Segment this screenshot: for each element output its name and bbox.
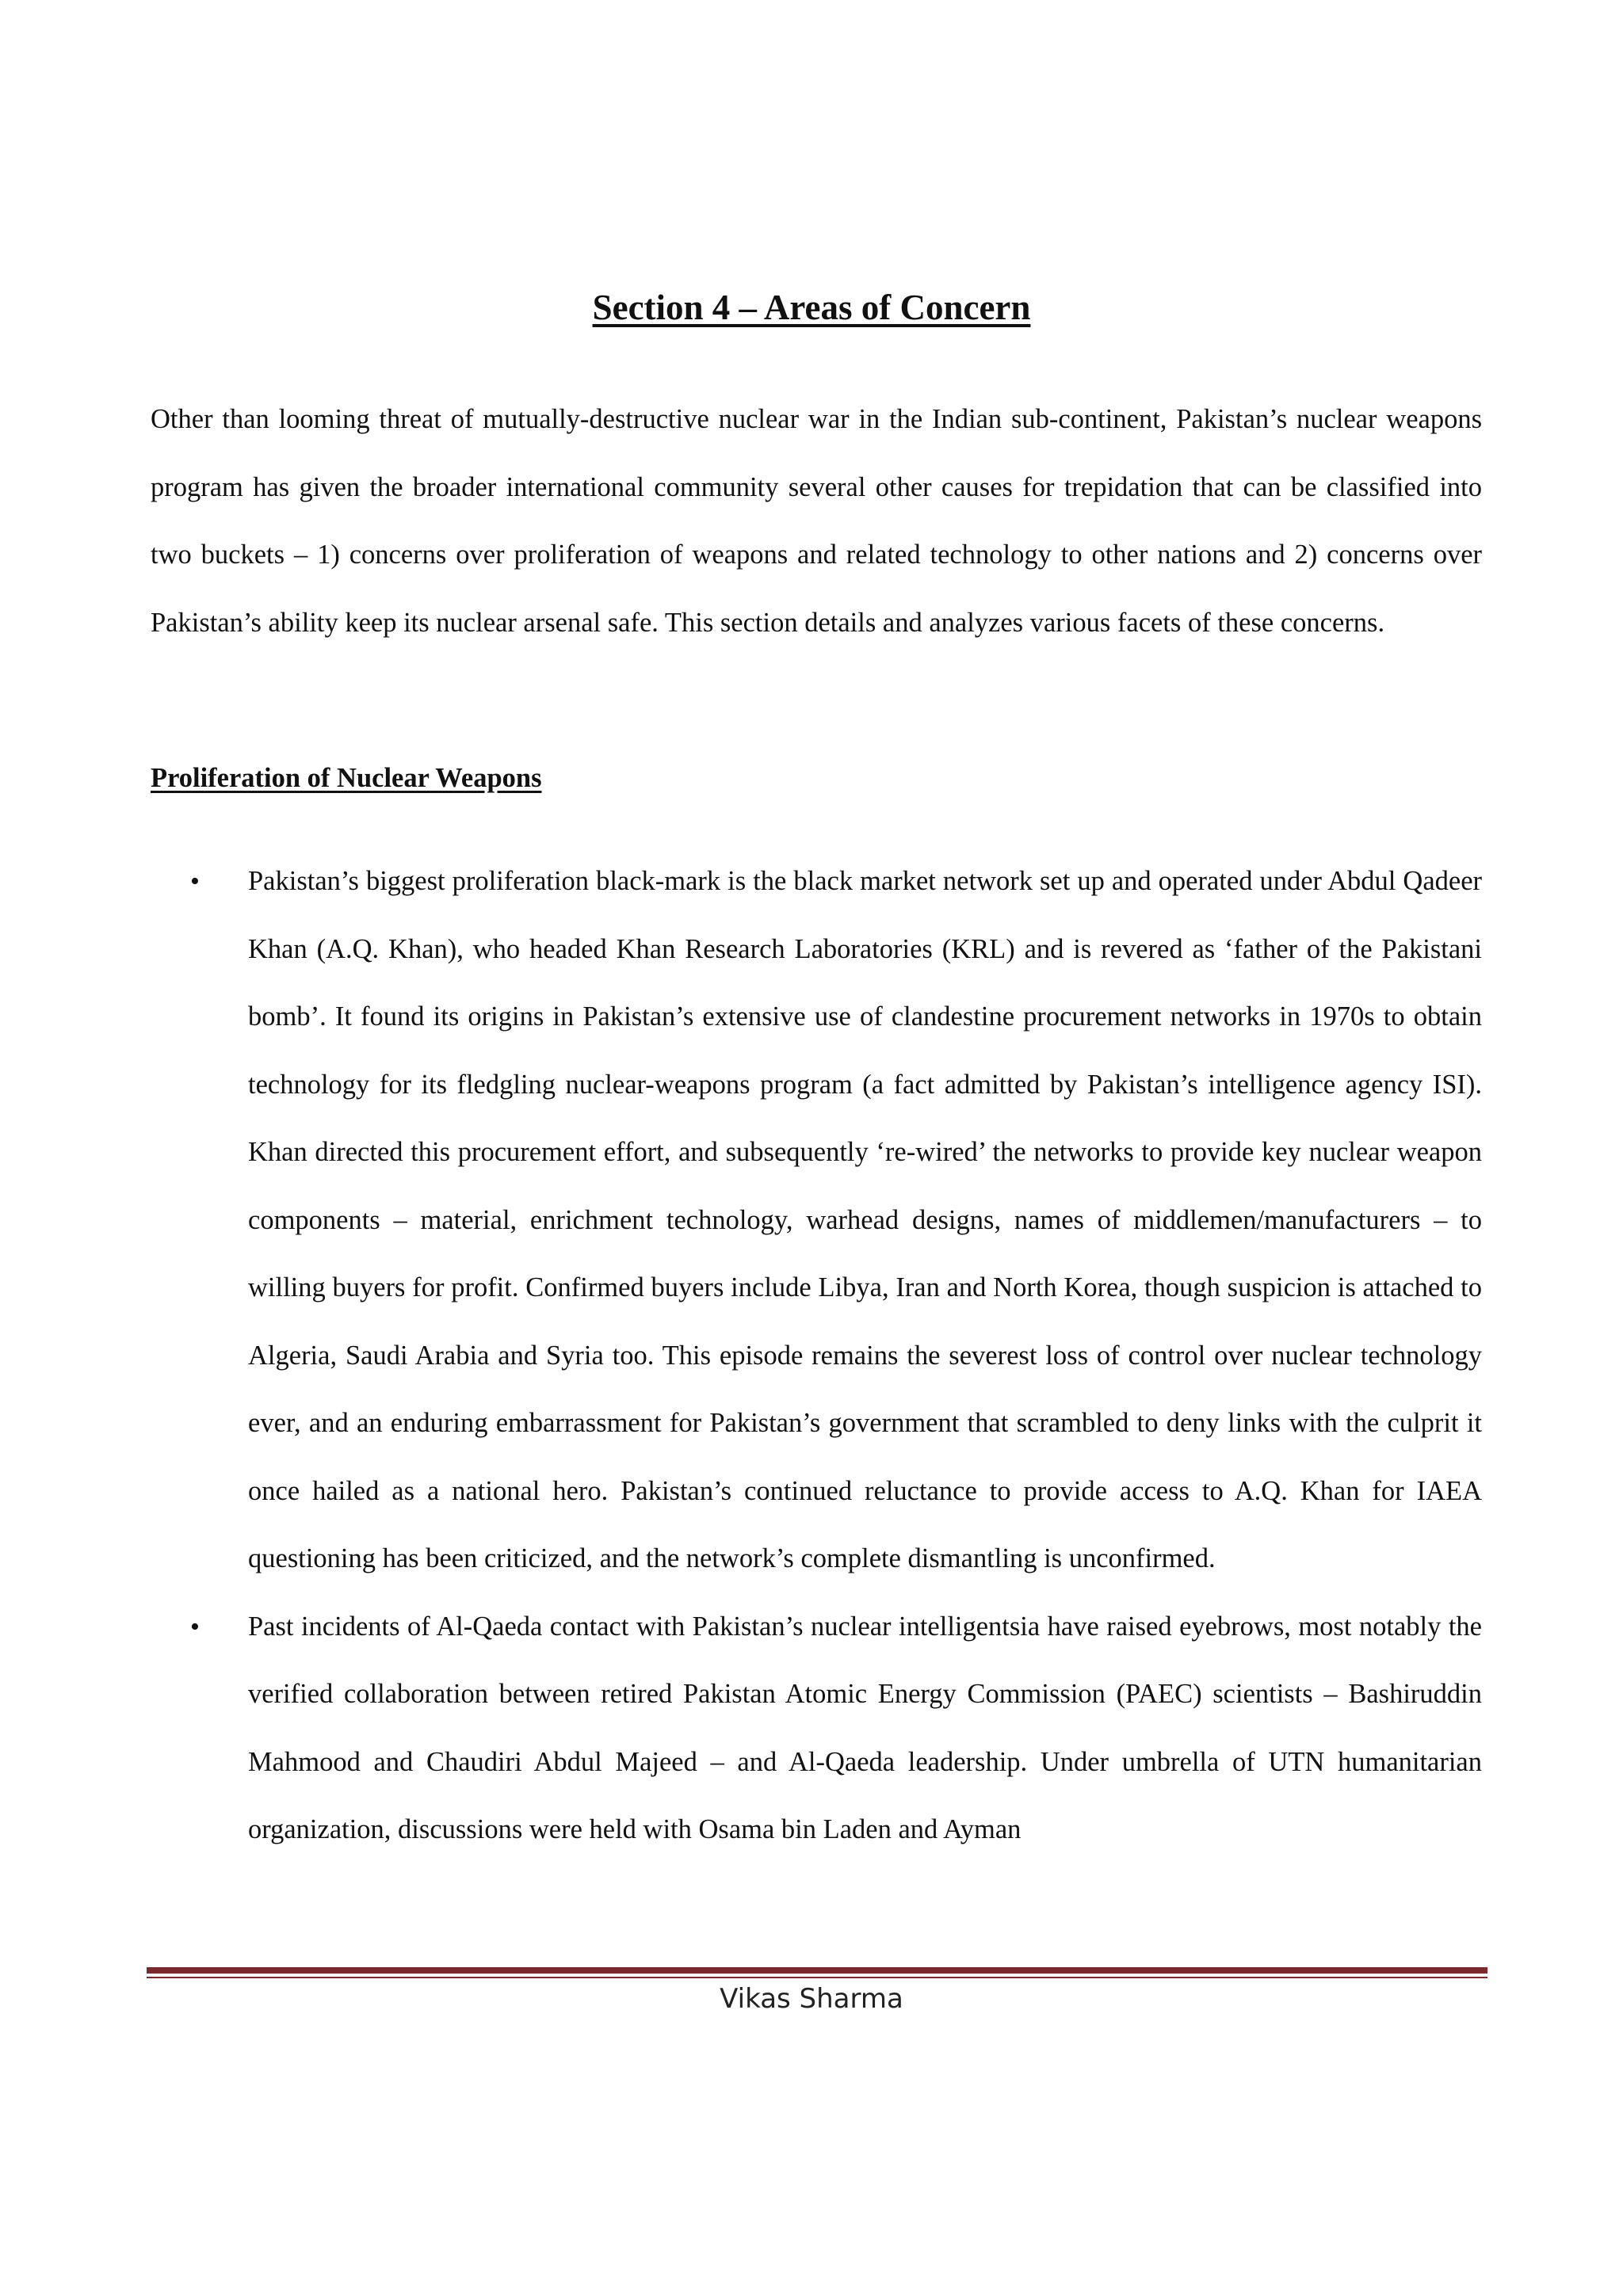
bullet-text: Pakistan’s biggest proliferation black-mark is the black market network set up and operated under Abdul Qadeer Khan (A.Q. Khan), who headed Khan Research Laboratories (KRL) and is revered as ‘father of the Pakistani bomb’. It found its origins in Pakistan’s extensive use of clandestine procurement networks in 1970s to obtain technology for its fledgling nuclear-weapons program (a fact admitted by Pakistan’s intelligence agency ISI). Khan directed this procurement effort, and subsequently ‘re-wired’ the networks to provide key nuclear weapon components – material, enrichment technology, warhead designs, names of middlemen/manufacturers – to willing buyers for profit. Confirmed buyers include Libya, Iran and North Korea, though suspicion is attached to Algeria, Saudi Arabia and Syria too. This episode remains the severest loss of control over nuclear technology ever, and an enduring embarrassment for Pakistan’s government that scrambled to deny links with the culprit it once hailed as a national hero. Pakistan’s continued reluctance to provide access to A.Q. Khan for IAEA questioning has been criticized, and the network’s complete dismantling is unconfirmed. [248,866,1482,1573]
bullet-dot-icon: • [190,1611,200,1642]
bullet-dot-icon: • [190,867,200,896]
page-title: Section 4 – Areas of Concern [592,288,1031,327]
footer-rule-thin [147,1977,1487,1978]
bullet-text: Past incidents of Al-Qaeda contact with Pakistan’s nuclear intelligentsia have raised eyebrows, most notably the verified collaboration between retired Pakistan Atomic Energy Commission (PAEC) scientists – Bashiruddin Mahmood and Chaudiri Abdul Majeed – and Al-Qaeda leadership. Under umbrella of UTN humanitarian organization, discussions were held with Osama bin Laden and Ayman [248,1611,1482,1844]
bullet-item-khan-network [151,848,1482,1593]
subsection-heading: Proliferation of Nuclear Weapons [151,763,542,793]
footer-author: Vikas Sharma [720,1983,903,2015]
bullet-item-al-qaeda-contact [151,1593,1482,1864]
footer-rule-thick [147,1967,1487,1974]
bullet-list [151,848,1482,1864]
intro-paragraph: Other than looming threat of mutually-destructive nuclear war in the Indian sub-continent, Pakistan’s nuclear weapons program has given the broader international community several other causes for trepidation that can be classified into two buckets – 1) concerns over proliferation of weapons and related technology to other nations and 2) concerns over Pakistan’s ability keep its nuclear arsenal safe. This section details and analyzes various facets of these concerns. [151,404,1482,638]
